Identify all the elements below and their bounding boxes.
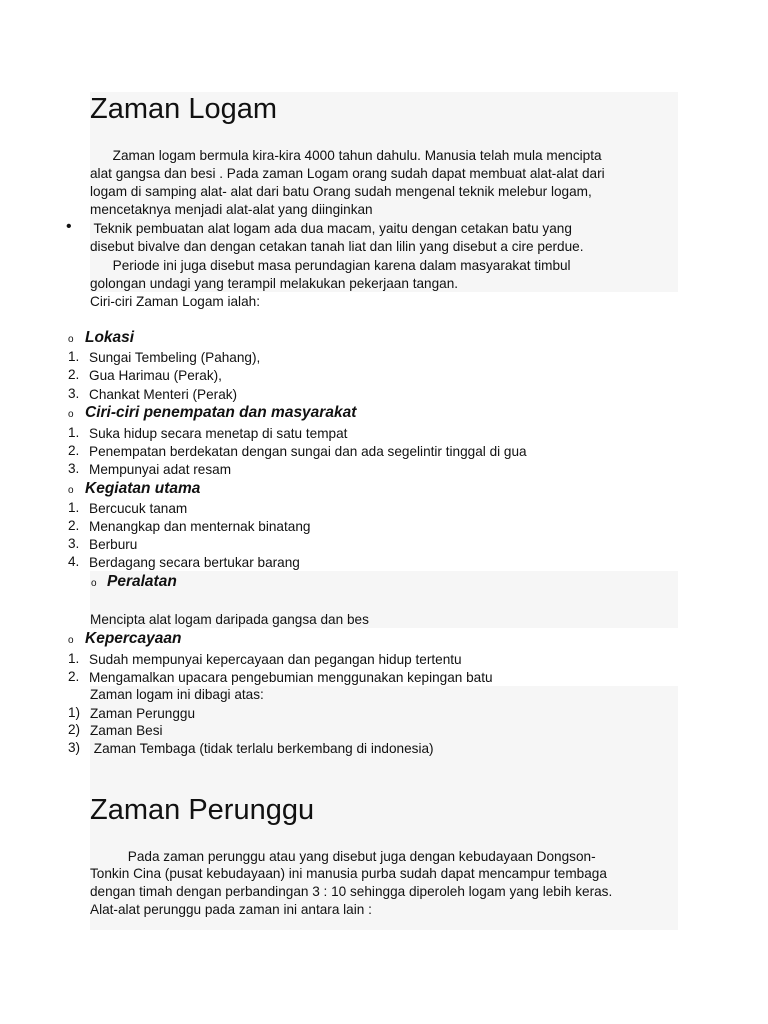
list-number: 1.: [68, 500, 80, 515]
list-number: 3.: [68, 461, 80, 476]
section-title-peralatan: Peralatan: [107, 573, 177, 590]
list-item: Mengamalkan upacara pengebumian menggunakan kepingan batu: [89, 670, 493, 685]
list-item: Gua Harimau (Perak),: [89, 368, 222, 383]
list-number: 1.: [68, 651, 80, 666]
list-item: Chankat Menteri (Perak): [89, 387, 238, 402]
perunggu-line-1: Pada zaman perunggu atau yang disebut juga dengan kebudayaan Dongson-: [90, 849, 596, 864]
teknik-line-2: disebut bivalve dan dengan cetakan tanah liat dan lilin yang disebut a cire perdue.: [90, 239, 584, 254]
circle-bullet-icon: o: [91, 578, 97, 589]
perunggu-line-3: dengan timah dengan perbandingan 3 : 10 sehingga diperoleh logam yang lebih keras.: [90, 884, 613, 899]
section-heading-perunggu: Zaman Perunggu: [90, 794, 315, 826]
teknik-line-1: Teknik pembuatan alat logam ada dua macam, yaitu dengan cetakan batu yang: [90, 221, 572, 236]
list-item: Menangkap dan menternak binatang: [89, 519, 311, 534]
section-title-kepercayaan: Kepercayaan: [85, 630, 182, 647]
list-number: 3.: [68, 536, 80, 551]
list-number: 3): [68, 740, 81, 755]
intro-line-1: Zaman logam bermula kira-kira 4000 tahun dahulu. Manusia telah mula mencipta: [90, 148, 602, 163]
list-number: 4.: [68, 554, 80, 569]
list-number: 2.: [68, 518, 80, 533]
circle-bullet-icon: o: [68, 635, 74, 646]
section-title-lokasi: Lokasi: [85, 329, 135, 346]
dibagi-intro: Zaman logam ini dibagi atas:: [90, 687, 264, 702]
list-number: 2.: [68, 669, 80, 684]
perunggu-line-2: Tonkin Cina (pusat kebudayaan) ini manusia purba sudah dapat mencampur tembaga: [90, 866, 607, 881]
periode-line-1: Periode ini juga disebut masa perundagian karena dalam masyarakat timbul: [90, 258, 571, 273]
intro-line-4: mencetaknya menjadi alat-alat yang diinginkan: [90, 202, 373, 217]
list-item: Zaman Perunggu: [90, 706, 196, 721]
circle-bullet-icon: o: [68, 334, 74, 345]
intro-line-3: logam di samping alat- alat dari batu Orang sudah mengenal teknik melebur logam,: [90, 184, 592, 199]
circle-bullet-icon: o: [68, 409, 74, 420]
list-item: Berburu: [89, 537, 138, 552]
perunggu-line-4: Alat-alat perunggu pada zaman ini antara lain :: [90, 902, 372, 917]
list-item: Sudah mempunyai kepercayaan dan pegangan hidup tertentu: [89, 652, 462, 667]
list-number: 1): [68, 705, 81, 720]
list-item: Berdagang secara bertukar barang: [89, 555, 300, 570]
list-item: Zaman Tembaga (tidak terlalu berkembang di indonesia): [90, 741, 434, 756]
list-number: 1.: [68, 349, 80, 364]
periode-line-2: golongan undagi yang terampil melakukan pekerjaan tangan.: [90, 276, 459, 291]
list-item: Sungai Tembeling (Pahang),: [89, 350, 261, 365]
intro-line-2: alat gangsa dan besi . Pada zaman Logam orang sudah dapat membuat alat-alat dari: [90, 166, 605, 181]
list-item: Zaman Besi: [90, 723, 163, 738]
section-title-kegiatan: Kegiatan utama: [85, 480, 201, 497]
ciri-intro: Ciri-ciri Zaman Logam ialah:: [90, 294, 260, 309]
circle-bullet-icon: o: [68, 485, 74, 496]
list-number: 2): [68, 722, 81, 737]
list-item: Suka hidup secara menetap di satu tempat: [89, 426, 348, 441]
list-item: Mempunyai adat resam: [89, 462, 232, 477]
list-number: 2.: [68, 443, 80, 458]
peralatan-text: Mencipta alat logam daripada gangsa dan bes: [90, 612, 369, 627]
list-number: 1.: [68, 425, 80, 440]
page-title: Zaman Logam: [90, 93, 277, 125]
list-number: 2.: [68, 367, 80, 382]
list-number: 3.: [68, 386, 80, 401]
section-title-penempatan: Ciri-ciri penempatan dan masyarakat: [85, 404, 357, 421]
list-item: Penempatan berdekatan dengan sungai dan ada segelintir tinggal di gua: [89, 444, 527, 459]
bullet-icon: •: [66, 218, 72, 235]
list-item: Bercucuk tanam: [89, 501, 188, 516]
